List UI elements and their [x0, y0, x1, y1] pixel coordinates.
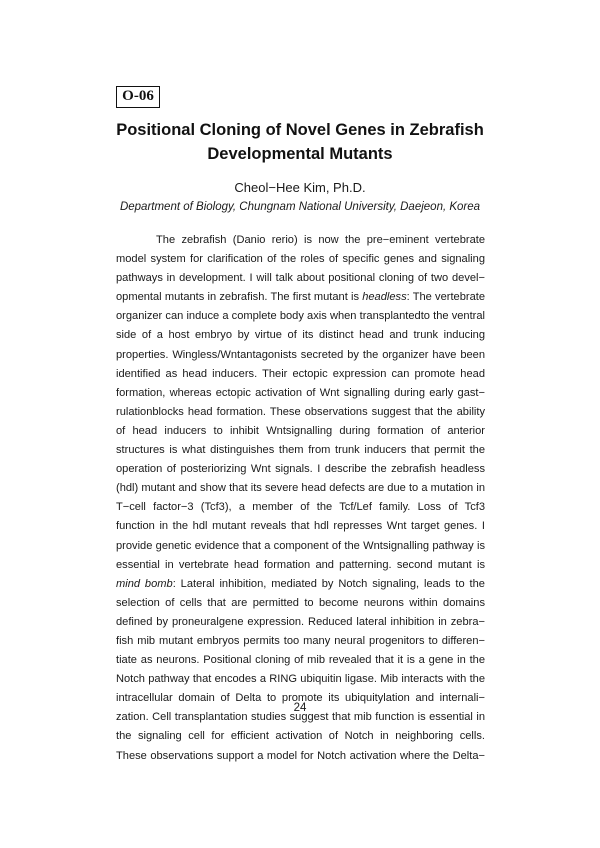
body-line: identified as head inducers. Their ectopic expression can promote head	[116, 367, 485, 380]
body-line	[116, 575, 485, 594]
paper-title	[60, 118, 540, 166]
page-number: 24	[293, 702, 307, 714]
author-affiliation: Department of Biology, Chungnam National University, Daejeon, Korea	[119, 201, 481, 213]
body-line: operation of posteriorizing Wnt signals. I describe the zebrafish headless	[116, 463, 485, 476]
body-line: intracellular domain of Delta to promote its ubiquitylation and internali−	[116, 692, 485, 705]
abstract-body	[116, 231, 485, 766]
body-line: fish mib mutant embryos permits too many neural progenitors to differen−	[116, 634, 485, 647]
body-line: formation, whereas ectopic activation of Wnt signalling during early gast−	[116, 386, 485, 399]
body-line: selection of cells that are permitted to become neurons within domains	[116, 596, 485, 609]
body-line: zation. Cell transplantation studies suggest that mib function is essential in	[116, 711, 485, 724]
body-line: tiate as neurons. Positional cloning of mib revealed that it is a gene in the	[116, 654, 485, 667]
body-line: structures is what distinguishes them from trunk inducers that permit the	[116, 444, 485, 457]
body-line: of head inducers to inhibit Wntsignalling during formation of anterior	[116, 424, 485, 437]
body-line: The zebrafish (Danio rerio) is now the pre−eminent vertebrate	[156, 234, 485, 246]
body-line: side of a host embryo by virtue of its distinct head and trunk inducing	[116, 329, 485, 342]
body-line: T−cell factor−3 (Tcf3), a member of the Tcf/Lef family. Loss of Tcf3	[116, 501, 485, 514]
italic-term-headless: headless	[362, 291, 407, 304]
body-line: function in the hdl mutant reveals that hdl represses Wnt target genes. I	[116, 520, 485, 533]
body-line: These observations support a model for Notch activation where the Delta−	[116, 749, 485, 762]
body-line-text: opmental mutants in zebrafish. The first mutant is	[116, 291, 363, 304]
body-line: defined by proneuralgene expression. Reduced lateral inhibition in zebra−	[116, 615, 485, 628]
body-line-text: : Lateral inhibition, mediated by Notch signaling, leads to the	[172, 577, 485, 590]
title-line-2: Developmental Mutants	[207, 145, 393, 163]
body-line: model system for clarification of the roles of specific genes and signaling	[116, 253, 485, 266]
title-line-1: Positional Cloning of Novel Genes in Zebrafish	[116, 121, 484, 139]
body-line: rulationblocks head formation. These observations suggest that the ability	[116, 405, 485, 418]
body-line: provide genetic evidence that a component of the Wntsignalling pathway is	[116, 539, 485, 552]
body-line	[116, 288, 485, 307]
body-line: Notch pathway that encodes a RING ubiquitin ligase. Mib interacts with the	[116, 673, 485, 686]
body-line: (hdl) mutant and show that its severe head defects are due to a mutation in	[116, 482, 485, 495]
abstract-code-box: O-06	[116, 86, 160, 108]
body-line: organizer can induce a complete body axis when transplantedto the ventral	[116, 310, 485, 323]
italic-term-mind-bomb: mind bomb	[116, 577, 173, 590]
body-line: properties. Wingless/Wntantagonists secreted by the organizer have been	[116, 348, 485, 361]
author-name: Cheol−Hee Kim, Ph.D.	[234, 180, 366, 195]
body-line: the signaling cell for efficient activation of Notch in neighboring cells.	[116, 730, 485, 743]
body-line: essential in vertebrate head formation and patterning. second mutant is	[116, 558, 485, 571]
body-line: pathways in development. I will talk about positional cloning of two devel−	[116, 272, 485, 285]
body-line-text: : The vertebrate	[406, 291, 485, 304]
